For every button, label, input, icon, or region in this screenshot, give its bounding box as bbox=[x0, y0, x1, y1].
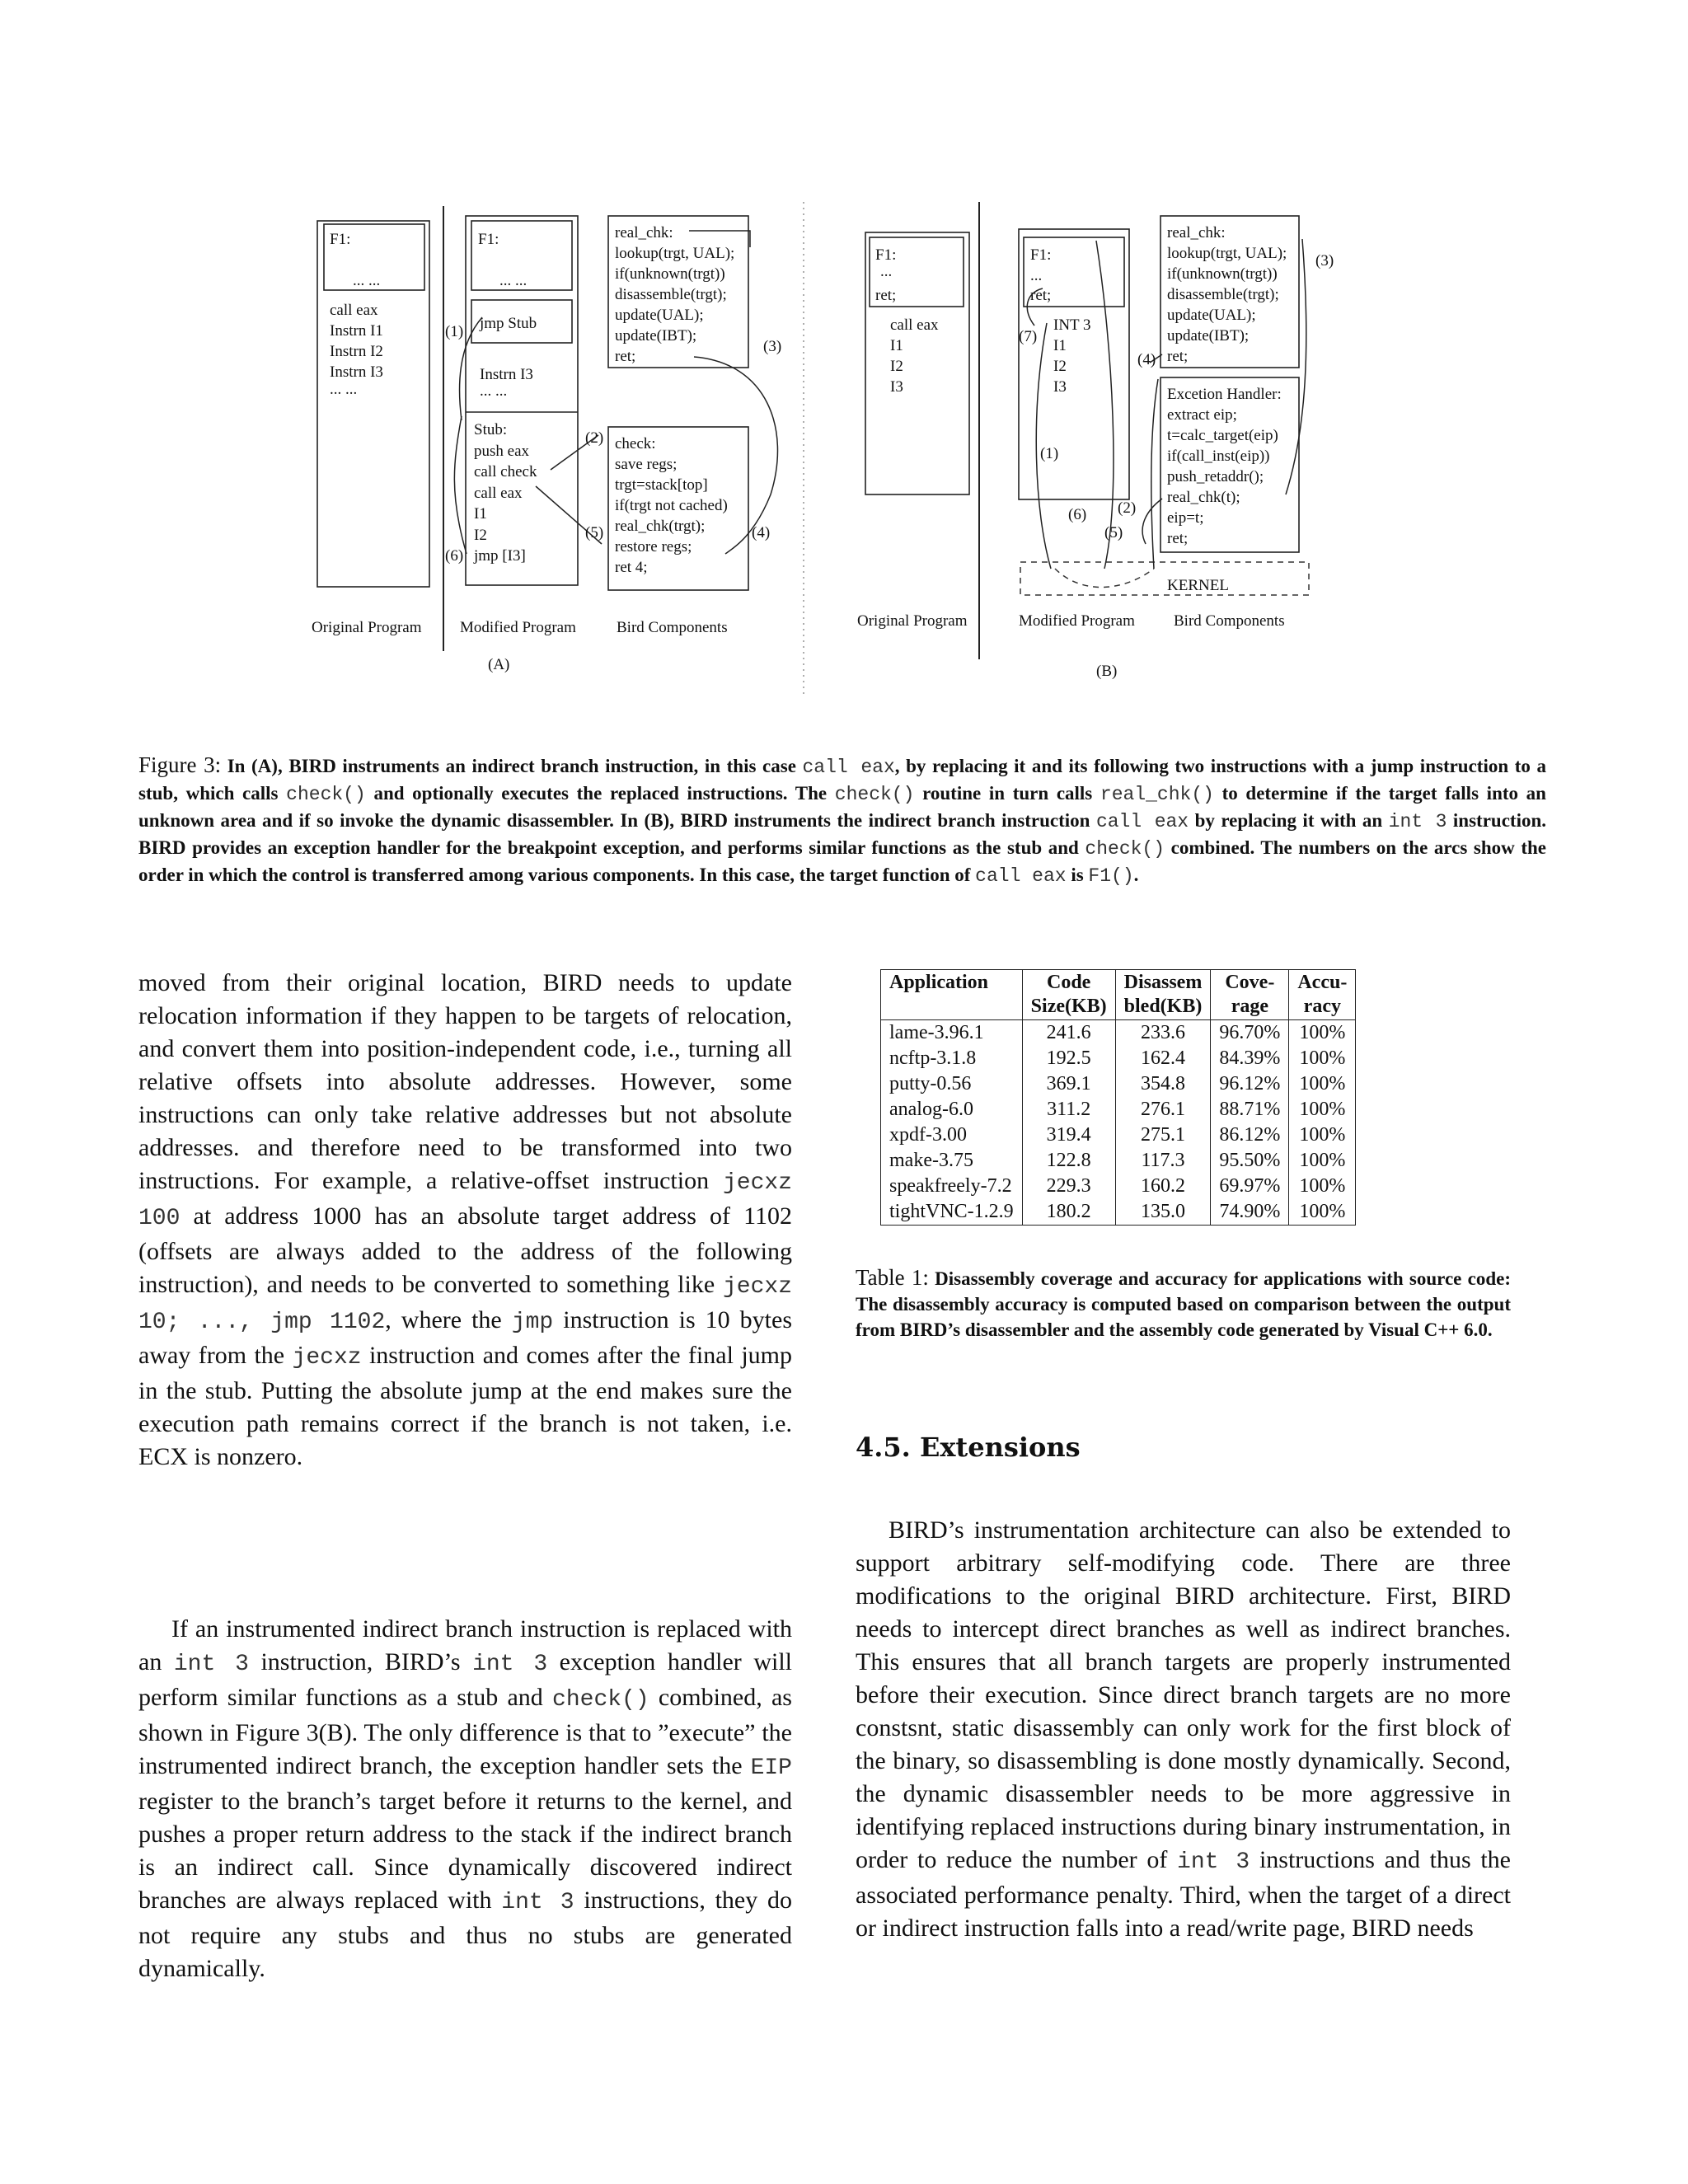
a-col-label: Modified Program bbox=[460, 619, 576, 636]
table-row: ncftp-3.1.8 192.5 162.4 84.39% 100% bbox=[881, 1046, 1356, 1071]
b-col-label: Bird Components bbox=[1174, 612, 1285, 630]
b-arc-label: (4) bbox=[1137, 351, 1156, 368]
b-handler-line: if(call_inst(eip)) bbox=[1167, 448, 1270, 465]
b-orig-line: I2 bbox=[890, 358, 903, 375]
table-1-caption: Table 1: Disassembly coverage and accuracy for applications with source code: The disassembly accuracy is computed based on comparison between the output from BIRD’s disassembler and the assembly code generated by Visual C++ 6.0. bbox=[856, 1265, 1512, 1340]
table-header-disassembled: Disassem bled(KB) bbox=[1115, 970, 1211, 1020]
table-row: tightVNC-1.2.9 180.2 135.0 74.90% 100% bbox=[881, 1199, 1356, 1226]
a-arc-label: (5) bbox=[585, 524, 604, 541]
b-orig-line: I3 bbox=[890, 378, 903, 396]
a-orig-line: ... ... bbox=[330, 381, 358, 398]
b-orig-top: ret; bbox=[875, 287, 897, 304]
table-row: xpdf-3.00 319.4 275.1 86.12% 100% bbox=[881, 1122, 1356, 1148]
a-check-line: check: bbox=[615, 435, 656, 452]
b-realchk-line: lookup(trgt, UAL); bbox=[1167, 245, 1287, 262]
b-handler-line: extract eip; bbox=[1167, 406, 1237, 424]
a-col-label: Original Program bbox=[312, 619, 422, 636]
a-check-line: ret 4; bbox=[615, 559, 648, 576]
b-arc-label: (2) bbox=[1118, 499, 1137, 517]
table-row: make-3.75 122.8 117.3 95.50% 100% bbox=[881, 1148, 1356, 1174]
left-paragraph-1: moved from their original location, BIRD needs to update relocation information if they happen to be targets of relocation, and convert them into position-independent code, i.e., turning all relative offsets into absolute addresses. However, some instructions can only take relative addresses but not absolute addresses. and therefore need to be transformed into two instructions. For example, a relative-offset instruction jecxz 100 at address 1000 has an absolute target address of 1102 (offsets are always added to the address of the following instruction), and needs to be converted to something like jecxz 10; ..., jmp 1102, where the jmp instruction is 10 bytes away from the jecxz instruction and comes after the final jump in the stub. Putting the absolute jump at the end makes sure the execution path remains correct if the branch is not taken, i.e. ECX is nonzero. bbox=[138, 969, 793, 1470]
a-realchk-line: if(unknown(trgt)) bbox=[615, 265, 725, 283]
a-stub-line: I1 bbox=[474, 505, 487, 523]
table-header-code-size: Code Size(KB) bbox=[1022, 970, 1115, 1020]
a-realchk-line: update(UAL); bbox=[615, 307, 704, 324]
a-col-label: Bird Components bbox=[617, 619, 728, 636]
b-handler-line: ret; bbox=[1167, 530, 1189, 547]
table-1 bbox=[880, 969, 1356, 1226]
b-mod-top: ... bbox=[1030, 267, 1043, 284]
table-header-accuracy: Accu- racy bbox=[1289, 970, 1356, 1020]
b-mod-line: INT 3 bbox=[1053, 316, 1091, 334]
a-realchk-line: lookup(trgt, UAL); bbox=[615, 245, 735, 262]
b-mod-line: I2 bbox=[1053, 358, 1067, 375]
b-orig-top: F1: bbox=[875, 246, 897, 264]
a-stub-line: push eax bbox=[474, 443, 530, 460]
table-header-application: Application bbox=[881, 970, 1023, 1020]
b-orig-top: ... bbox=[880, 263, 893, 280]
figure-3 bbox=[0, 0, 1688, 709]
a-mod-f1: F1: bbox=[478, 231, 499, 248]
section-paragraph: BIRD’s instrumentation architecture can also be extended to support arbitrary self-modifying code. There are three modifications to the original BIRD architecture. First, BIRD needs to intercept direct branches as well as indirect branches. This ensures that all branch targets are properly instrumented before their execution. Since direct branch targets are no more constsnt, static disassembly can only work for the first block of the binary, so disassembling is done mostly dynamically. Second, the dynamic disassembler needs to be more aggressive in identifying replaced instructions during binary instrumentation, in order to reduce the number of int 3 instructions and thus the associated performance penalty. Third, when the target of a direct or indirect instruction falls into a read/write page, BIRD needs bbox=[856, 1516, 1511, 1942]
a-realchk-line: disassemble(trgt); bbox=[615, 286, 727, 303]
a-orig-dots: ... ... bbox=[353, 272, 381, 289]
table-caption-lead: Table 1: bbox=[856, 1265, 929, 1290]
a-orig-line: Instrn I2 bbox=[330, 343, 383, 360]
b-kernel-label: KERNEL bbox=[1167, 577, 1229, 594]
a-stub-line: call check bbox=[474, 463, 537, 480]
a-check-line: real_chk(trgt); bbox=[615, 518, 706, 535]
a-orig-line: Instrn I1 bbox=[330, 322, 383, 340]
a-mod-dots: ... ... bbox=[499, 272, 528, 289]
a-arc-label: (2) bbox=[585, 429, 604, 447]
a-mod-jmp: jmp Stub bbox=[480, 315, 537, 332]
a-check-line: save regs; bbox=[615, 456, 678, 473]
b-col-label: Modified Program bbox=[1019, 612, 1135, 630]
a-mod-line: ... ... bbox=[480, 382, 508, 400]
b-handler-line: eip=t; bbox=[1167, 509, 1204, 527]
b-panel-label: (B) bbox=[1096, 663, 1118, 680]
a-realchk-line: update(IBT); bbox=[615, 327, 697, 344]
b-realchk-line: ret; bbox=[1167, 348, 1189, 365]
table-row: speakfreely-7.2 229.3 160.2 69.97% 100% bbox=[881, 1174, 1356, 1199]
b-orig-line: call eax bbox=[890, 316, 939, 334]
table-row: lame-3.96.1 241.6 233.6 96.70% 100% bbox=[881, 1020, 1356, 1047]
b-realchk-line: update(IBT); bbox=[1167, 327, 1250, 344]
a-stub-line: Stub: bbox=[474, 421, 508, 438]
b-mod-line: I1 bbox=[1053, 337, 1067, 354]
b-handler-line: t=calc_target(eip) bbox=[1167, 427, 1278, 444]
b-arc-label: (3) bbox=[1315, 252, 1334, 269]
a-check-line: restore regs; bbox=[615, 538, 692, 555]
a-orig-f1: F1: bbox=[330, 231, 351, 248]
a-orig-line: Instrn I3 bbox=[330, 363, 383, 381]
a-orig-line: call eax bbox=[330, 302, 378, 319]
a-stub-line: jmp [I3] bbox=[474, 547, 526, 565]
a-arc-label: (6) bbox=[445, 547, 464, 565]
panel-a bbox=[312, 216, 781, 673]
a-mod-line: Instrn I3 bbox=[480, 366, 533, 383]
a-check-line: trgt=stack[top] bbox=[615, 476, 708, 494]
b-arc-label: (5) bbox=[1104, 524, 1123, 541]
b-handler-line: push_retaddr(); bbox=[1167, 468, 1264, 485]
a-realchk-line: ret; bbox=[615, 348, 636, 365]
b-mod-top: ret; bbox=[1030, 287, 1052, 304]
a-arc-label: (4) bbox=[752, 524, 771, 541]
b-mod-line: I3 bbox=[1053, 378, 1067, 396]
a-arc-label: (1) bbox=[445, 323, 464, 340]
b-realchk-line: real_chk: bbox=[1167, 224, 1226, 241]
b-handler-line: Excetion Handler: bbox=[1167, 386, 1282, 403]
b-realchk-line: update(UAL); bbox=[1167, 307, 1256, 324]
a-panel-label: (A) bbox=[488, 656, 510, 673]
b-orig-line: I1 bbox=[890, 337, 903, 354]
b-handler-line: real_chk(t); bbox=[1167, 489, 1240, 506]
figure-3-caption: Figure 3: In (A), BIRD instruments an indirect branch instruction, in this case call eax, by replacing it and its following two instructions with a jump instruction to a stub, which calls check() and optionally executes the replaced instructions. The check() routine in turn calls real_chk() to determine if the target falls into an unknown area and if so invoke the dynamic disassembler. In (B), BIRD instruments the indirect branch instruction call eax by replacing it with an int 3 instruction. BIRD provides an exception handler for the breakpoint exception, and performs similar functions as the stub and check() combined. The numbers on the arcs show the order in which the control is transferred among various components. In this case, the target function of call eax is F1(). bbox=[138, 752, 1547, 887]
b-mod-top: F1: bbox=[1030, 246, 1052, 264]
a-stub-line: call eax bbox=[474, 485, 523, 502]
b-col-label: Original Program bbox=[857, 612, 968, 630]
table-row: analog-6.0 311.2 276.1 88.71% 100% bbox=[881, 1097, 1356, 1122]
table-header-coverage: Cove- rage bbox=[1211, 970, 1289, 1020]
table-row: putty-0.56 369.1 354.8 96.12% 100% bbox=[881, 1071, 1356, 1097]
b-realchk-line: disassemble(trgt); bbox=[1167, 286, 1279, 303]
b-arc-label: (6) bbox=[1068, 506, 1087, 523]
b-arc-label: (7) bbox=[1019, 328, 1038, 345]
section-title: 4.5. Extensions bbox=[856, 1432, 1081, 1463]
a-check-line: if(trgt not cached) bbox=[615, 497, 728, 514]
a-realchk-line: real_chk: bbox=[615, 224, 673, 241]
left-paragraph-2: If an instrumented indirect branch instruction is replaced with an int 3 instruction, BIRD’s int 3 exception handler will perform similar functions as a stub and check() combined, as shown in Figure 3(B). The only difference is that to ”execute” the instrumented indirect branch, the exception handler sets the EIP register to the branch’s target before it returns to the kernel, and pushes a proper return address to the stack if the indirect branch is an indirect call. Since dynamically discovered indirect branches are always replaced with int 3 instructions, they do not require any stubs and thus no stubs are generated dynamically. bbox=[138, 1615, 792, 1982]
figure-caption-lead: Figure 3: bbox=[138, 752, 222, 777]
table-header-row bbox=[881, 970, 1356, 1020]
a-stub-line: I2 bbox=[474, 527, 487, 544]
b-realchk-line: if(unknown(trgt)) bbox=[1167, 265, 1278, 283]
a-arc-label: (3) bbox=[763, 338, 782, 355]
b-arc-label: (1) bbox=[1040, 445, 1059, 462]
panel-b bbox=[857, 216, 1334, 680]
